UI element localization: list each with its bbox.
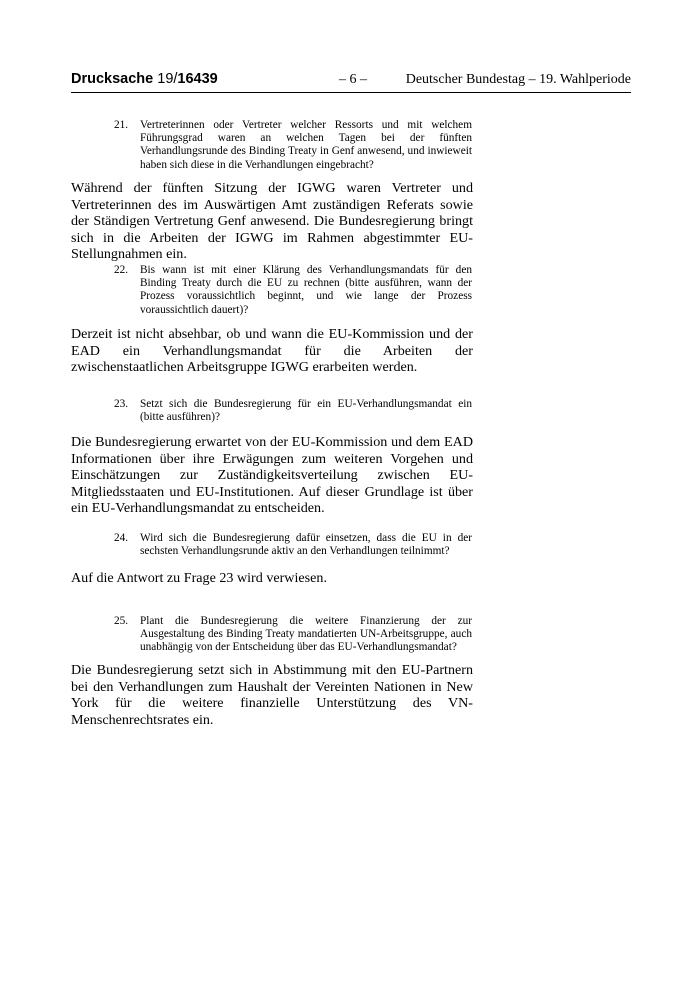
doc-prefix: 19/ bbox=[157, 71, 178, 87]
doc-number: 16439 bbox=[177, 71, 218, 87]
question-text: Plant die Bundesregierung die weitere Finanzierung der zur Ausgestaltung des Binding Treaty mandatierten UN-Arbeitsgruppe, auch unabhängig von der Entscheidung über das EU-Verhandlungsmandat? bbox=[140, 615, 472, 654]
page-header bbox=[71, 70, 631, 93]
answer-23: Die Bundesregierung erwartet von der EU-Kommission und dem EAD Informationen über ihre Erwägungen zum weiteren Vorgehen und Einschätzungen zur Zuständigkeitsverteilung zwischen EU-Mitgliedsstaaten und EU-Institutionen. Auf dieser Grundlage ist über ein EU-Verhandlungsmandat zu entscheiden. bbox=[71, 434, 473, 517]
question-21 bbox=[114, 119, 472, 172]
document-number bbox=[71, 71, 218, 87]
question-text: Wird sich die Bundesregierung dafür einsetzen, dass die EU in der sechsten Verhandlungsrunde aktiv an den Verhandlungen teilnimmt? bbox=[140, 532, 472, 558]
question-number: 22. bbox=[114, 264, 129, 276]
question-25 bbox=[114, 615, 472, 655]
question-number: 21. bbox=[114, 119, 129, 131]
answer-25: Die Bundesregierung setzt sich in Abstimmung mit den EU-Partnern bei den Verhandlungen zum Haushalt der Vereinten Nationen in New York für die weitere finanzielle Unterstützung des VN-Menschenrechtsrates ein. bbox=[71, 662, 473, 728]
answer-22: Derzeit ist nicht absehbar, ob und wann die EU-Kommission und der EAD ein Verhandlungsmandat für die Arbeiten der zwischenstaatlichen Arbeitsgruppe IGWG erarbeiten werden. bbox=[71, 326, 473, 376]
question-24 bbox=[114, 532, 472, 558]
answer-24: Auf die Antwort zu Frage 23 wird verwiesen. bbox=[71, 570, 327, 586]
page-number: – 6 – bbox=[339, 72, 367, 87]
answer-21: Während der fünften Sitzung der IGWG waren Vertreter und Vertreterinnen des im Auswärtigen Amt zuständigen Referats sowie der Ständigen Vertretung Genf anwesend. Die Bundesregierung bringt sich in die Arbeiten der IGWG im Rahmen abgestimmter EU-Stellungnahmen ein. bbox=[71, 180, 473, 263]
doc-label: Drucksache bbox=[71, 71, 154, 87]
question-number: 25. bbox=[114, 615, 129, 627]
question-23 bbox=[114, 398, 472, 424]
question-text: Setzt sich die Bundesregierung für ein EU-Verhandlungsmandat ein (bitte ausführen)? bbox=[140, 398, 472, 424]
question-number: 24. bbox=[114, 532, 129, 544]
question-number: 23. bbox=[114, 398, 129, 410]
question-22 bbox=[114, 264, 472, 317]
question-text: Vertreterinnen oder Vertreter welcher Ressorts und mit welchem Führungsgrad waren an welchen Tagen bei der fünften Verhandlungsrunde des Binding Treaty in Genf anwesend, und inwieweit haben sich diese in die Verhandlungen eingebracht? bbox=[140, 119, 472, 171]
parliament-term: Deutscher Bundestag – 19. Wahlperiode bbox=[405, 72, 631, 87]
question-text: Bis wann ist mit einer Klärung des Verhandlungsmandats für den Binding Treaty durch die EU zu rechnen (bitte ausführen, wann der Prozess voraussichtlich beginnt, und wie lange der Prozess voraussichtlich dauert)? bbox=[140, 264, 472, 316]
